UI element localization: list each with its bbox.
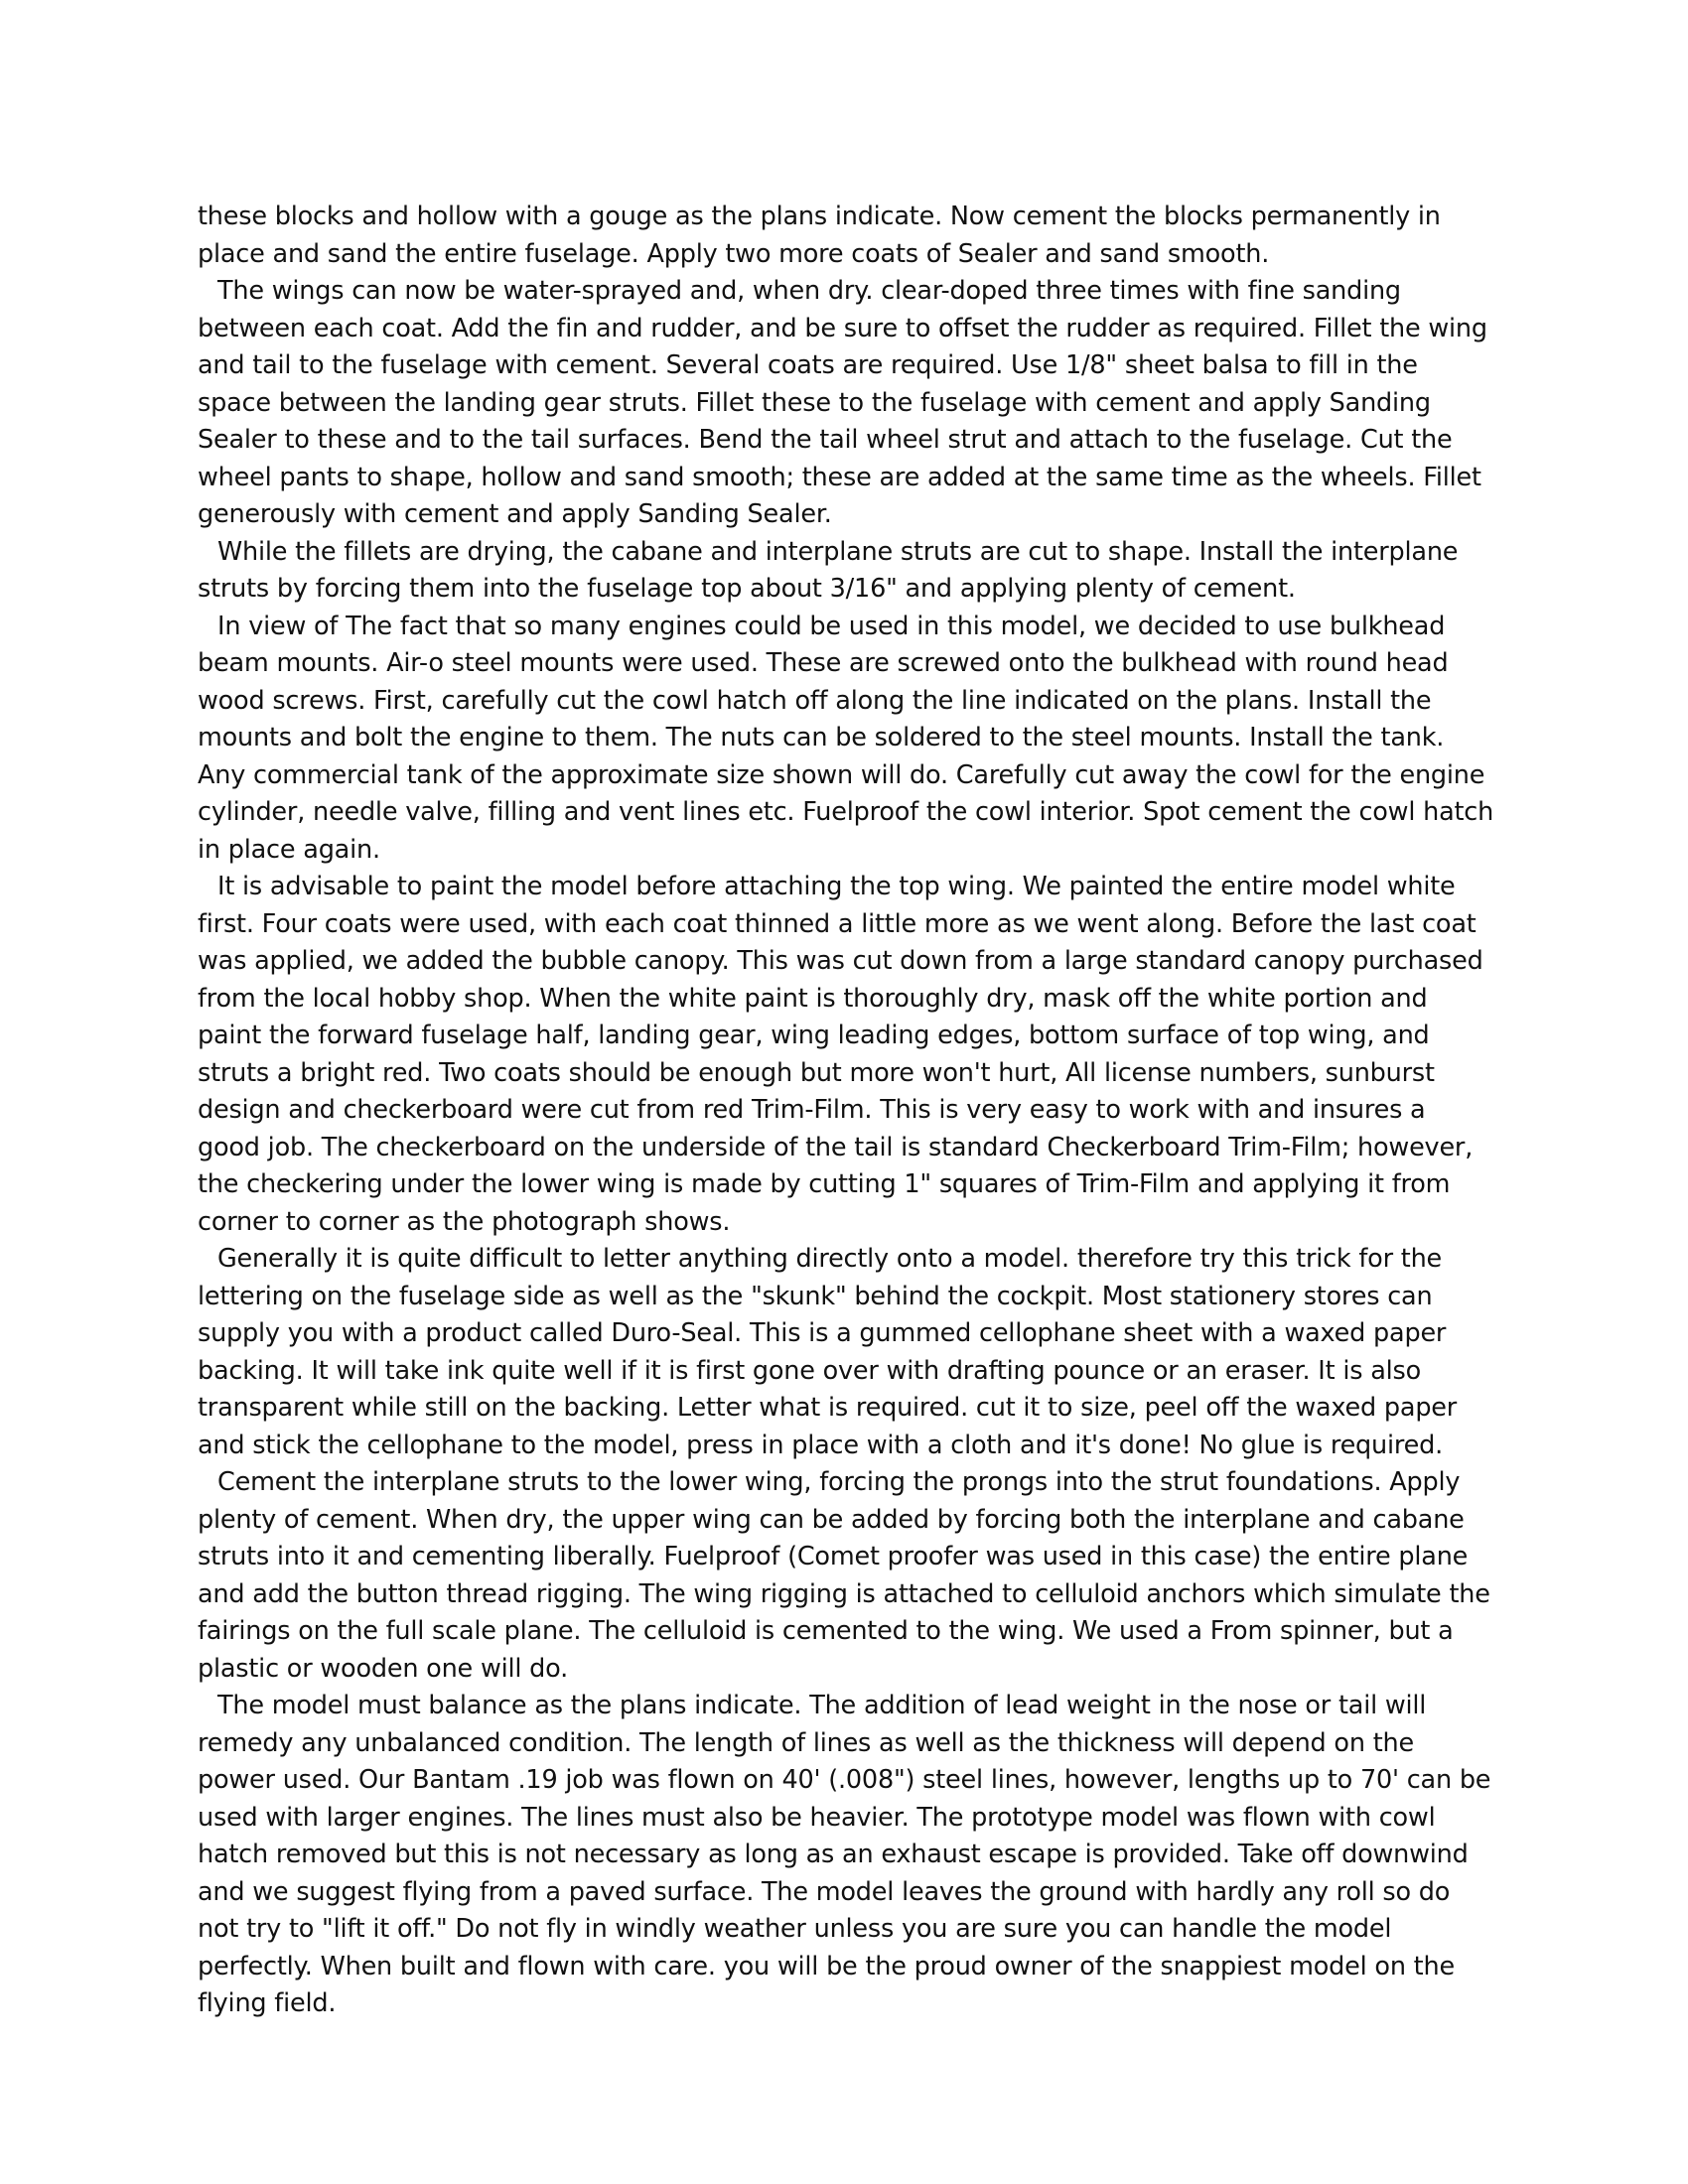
- paragraph-8: The model must balance as the plans indicate. The addition of lead weight in the nose or tail will remedy any unbalanced condition. The length of lines as well as the thickness will depend on the power used. Our Bantam .19 job was flown on 40' (.008") steel lines, however, lengths up to 70' can be used with larger engines. The lines must also be heavier. The prototype model was flown with cowl hatch removed but this is not necessary as long as an exhaust escape is provided. Take off downwind and we suggest flying from a paved surface. The model leaves the ground with hardly any roll so do not try to "lift it off." Do not fly in windly weather unless you are sure you can handle the model perfectly. When built and flown with care. you will be the proud owner of the snappiest model on the flying field.: [198, 1691, 1491, 2018]
- paragraph-6: Generally it is quite difficult to letter anything directly onto a model. therefore try this trick for the lettering on the fuselage side as well as the "skunk" behind the cockpit. Most stationery stores can supply you with a product called Duro-Seal. This is a gummed cellophane sheet with a waxed paper backing. It will take ink quite well if it is first gone over with drafting pounce or an eraser. It is also transparent while still on the backing. Letter what is required. cut it to size, peel off the waxed paper and stick the cellophane to the model, press in place with a cloth and it's done! No glue is required.: [198, 1244, 1458, 1460]
- paragraph-7: Cement the interplane struts to the lower wing, forcing the prongs into the strut foundations. Apply plenty of cement. When dry, the upper wing can be added by forcing both the interplane and cabane struts into it and cementing liberally. Fuelproof (Comet proofer was used in this case) the entire plane and add the button thread rigging. The wing rigging is attached to celluloid anchors which simulate the fairings on the full scale plane. The celluloid is cemented to the wing. We used a From spinner, but a plastic or wooden one will do.: [198, 1467, 1490, 1684]
- paragraph-1: these blocks and hollow with a gouge as the plans indicate. Now cement the blocks permanently in place and sand the entire fuselage. Apply two more coats of Sealer and sand smooth.: [198, 202, 1441, 269]
- paragraph-2: The wings can now be water-sprayed and, when dry. clear-doped three times with fine sanding between each coat. Add the fin and rudder, and be sure to offset the rudder as required. Fillet the wing and tail to the fuselage with cement. Several coats are required. Use 1/8" sheet balsa to fill in the space between the landing gear struts. Fillet these to the fuselage with cement and apply Sanding Sealer to these and to the tail surfaces. Bend the tail wheel strut and attach to the fuselage. Cut the wheel pants to shape, hollow and sand smooth; these are added at the same time as the wheels. Fillet generously with cement and apply Sanding Sealer.: [198, 276, 1487, 529]
- paragraph-5: It is advisable to paint the model before attaching the top wing. We painted the entire model white first. Four coats were used, with each coat thinned a little more as we went along. Before the last coat was applied, we added the bubble canopy. This was cut down from a large standard canopy purchased from the local hobby shop. When the white paint is thoroughly dry, mask off the white portion and paint the forward fuselage half, landing gear, wing leading edges, bottom surface of top wing, and struts a bright red. Two coats should be enough but more won't hurt, All license numbers, sunburst design and checkerboard were cut from red Trim-Film. This is very easy to work with and insures a good job. The checkerboard on the underside of the tail is standard Checkerboard Trim-Film; however, the checkering under the lower wing is made by cutting 1" squares of Trim-Film and applying it from corner to corner as the photograph shows.: [198, 872, 1483, 1237]
- document-body: [198, 199, 1494, 2023]
- paragraph-3: While the fillets are drying, the cabane and interplane struts are cut to shape. Install the interplane struts by forcing them into the fuselage top about 3/16" and applying plenty of cement.: [198, 536, 1459, 604]
- paragraph-4: In view of The fact that so many engines could be used in this model, we decided to use bulkhead beam mounts. Air-o steel mounts were used. These are screwed onto the bulkhead with round head wood screws. First, carefully cut the cowl hatch off along the line indicated on the plans. Install the mounts and bolt the engine to them. The nuts can be soldered to the steel mounts. Install the tank. Any commercial tank of the approximate size shown will do. Carefully cut away the cowl for the engine cylinder, needle valve, filling and vent lines etc. Fuelproof the cowl interior. Spot cement the cowl hatch in place again.: [198, 611, 1494, 865]
